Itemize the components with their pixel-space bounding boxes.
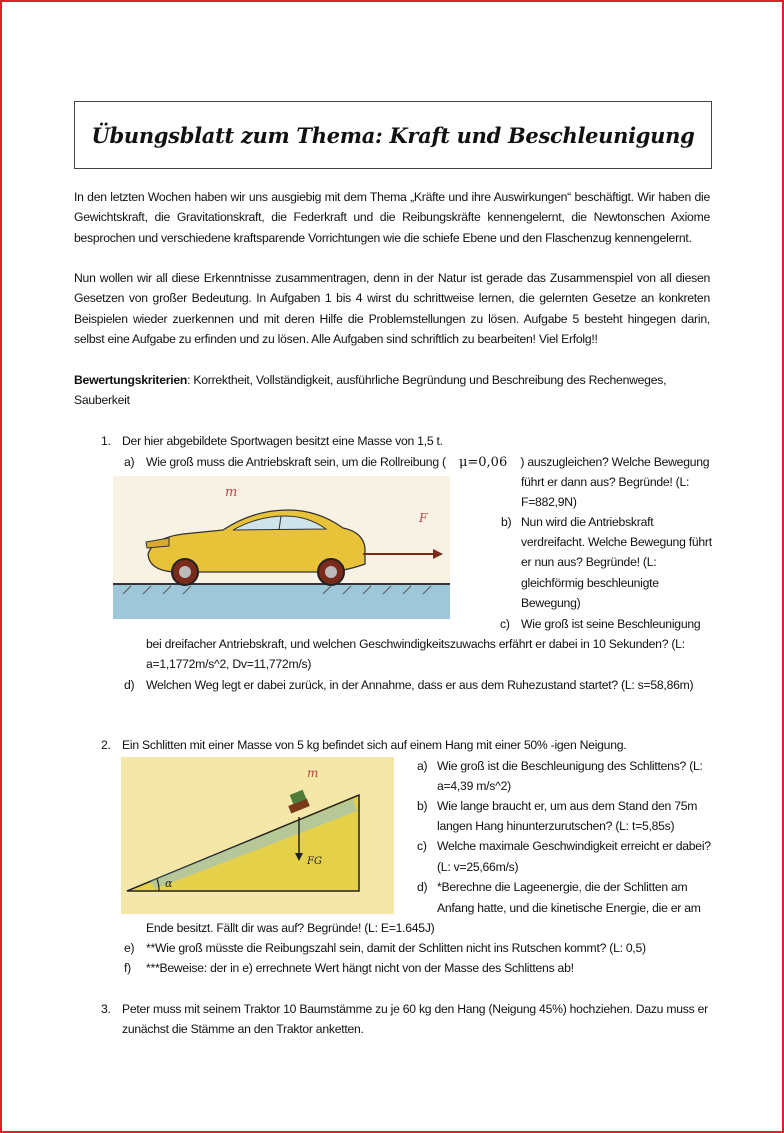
task2-d-label: d): [417, 880, 428, 894]
sled-slope-illustration: [121, 757, 394, 914]
task2-a-label: a): [417, 759, 428, 773]
task1-c-label: c): [500, 617, 510, 631]
car-mass-label: m: [225, 485, 238, 500]
task2-f-text: ***Beweise: der in e) errechnete Wert hängt nicht von der Masse des Schlittens ab!: [146, 961, 574, 975]
task2-c-label: c): [417, 839, 427, 853]
task1-a-label: a): [124, 455, 135, 469]
task2-text: Ein Schlitten mit einer Masse von 5 kg befindet sich auf einem Hang mit einer 50% -igen Neigung.: [122, 738, 627, 752]
task3-line-1: Peter muss mit seinem Traktor 10 Baumstämme zu je 60 kg den Hang (Neigung 45%) hochziehen. Dazu muss er: [122, 1002, 708, 1016]
task1-a-line: [146, 452, 709, 473]
task1-a-pre: Wie groß muss die Antriebskraft sein, um die Rollreibung (: [146, 455, 446, 469]
car-force-label: F: [419, 511, 428, 525]
task1-c-cont-1: bei dreifacher Antriebskraft, und welchen Geschwindigkeitszuwachs erfährt er dabei in 10 Sekunden? (L:: [146, 637, 685, 651]
task1-b-line-5: Bewegung): [521, 596, 581, 610]
task1-b-label: b): [501, 515, 512, 529]
task2-number: 2.: [101, 738, 111, 752]
task2-b-line-2: langen Hang hinunterzurutschen? (L: t=5,85s): [437, 819, 675, 833]
task2-e-text: **Wie groß müsste die Reibungszahl sein, damit der Schlitten nicht ins Rutschen kommt? (L: 0,5): [146, 941, 646, 955]
sportscar-illustration: [113, 476, 450, 619]
task2-b-line-1: Wie lange braucht er, um aus dem Stand den 75m: [437, 799, 698, 813]
task1-b-line-4: gleichförmig beschleunigte: [521, 576, 659, 590]
task3-line-2: zunächst die Stämme an den Traktor anketten.: [122, 1022, 364, 1036]
task1-c-cont-2: a=1,1772m/s^2, Dv=11,772m/s): [146, 657, 312, 671]
task2-c-line-1: Welche maximale Geschwindigkeit erreicht er dabei?: [437, 839, 711, 853]
criteria-text: : Korrektheit, Vollständigkeit, ausführliche Begründung und Beschreibung des Rechenweges, Sauberkeit: [74, 373, 667, 408]
intro-paragraph-2: Nun wollen wir all diese Erkenntnisse zusammentragen, denn in der Natur ist gerade das Zusammenspiel von all diesen Gesetzen von großer Bedeutung. In Aufgaben 1 bis 4 wirst du schrittweise lernen, die gelernten Gesetze an konkreten Beispielen wieder zuerkennen und mit deren Hilfe die Problemstellungen zu lösen. Aufgabe 5 besteht hingegen darin, selbst eine Aufgabe zu erfinden und zu lösen. Alle Aufgaben sind schriftlich zu bearbeiten! Viel Erfolg!!: [74, 271, 710, 346]
task2-b-label: b): [417, 799, 428, 813]
task1-text: Der hier abgebildete Sportwagen besitzt eine Masse von 1,5 t.: [122, 434, 443, 448]
task1-a-cont-1: führt er dann aus? Begründe! (L:: [521, 475, 690, 489]
title-box: [74, 101, 712, 169]
task1-d-text: Welchen Weg legt er dabei zurück, in der Annahme, dass er aus dem Ruhezustand startet? (L: s=58,86m): [146, 678, 694, 692]
task1-number: 1.: [101, 434, 111, 448]
task2-d-cont: Ende besitzt. Fällt dir was auf? Begründe! (L: E=1.645J): [146, 921, 435, 935]
task3-number: 3.: [101, 1002, 111, 1016]
task1-d-label: d): [124, 678, 135, 692]
task1-a-cont-2: F=882,9N): [521, 495, 577, 509]
criteria-paragraph: [74, 370, 710, 411]
friction-formula: μ=0,06: [458, 455, 508, 470]
page-title: Übungsblatt zum Thema: Kraft und Beschleunigung: [91, 122, 695, 148]
task1-b-line-1: Nun wird die Antriebskraft: [521, 515, 654, 529]
task2-a-line-2: a=4,39 m/s^2): [437, 779, 511, 793]
weight-force-label: FG: [307, 856, 322, 867]
task1-c-line: Wie groß ist seine Beschleunigung: [521, 617, 701, 631]
task1-b-line-3: er nun aus? Begründe! (L:: [521, 555, 657, 569]
sled-mass-label: m: [307, 766, 319, 780]
task2-d-line-2: Anfang hatte, und die kinetische Energie, die er am: [437, 901, 701, 915]
task2-d-line-1: *Berechne die Lageenergie, die der Schlitten am: [437, 880, 688, 894]
task1-b-line-2: verdreifacht. Welche Bewegung führt: [521, 535, 712, 549]
task2-c-line-2: (L: v=25,66m/s): [437, 860, 519, 874]
intro-paragraph-1: In den letzten Wochen haben wir uns ausgiebig mit dem Thema „Kräfte und ihre Auswirkungen“ beschäftigt. Wir haben die Gewichtskraft, die Gravitationskraft, die Federkraft und die Reibungskräfte kennengelernt, die Newtonschen Axiome besprochen und verschiedene kraftsparende Vorrichtungen wie die schiefe Ebene und den Flaschenzug kennengelernt.: [74, 190, 710, 245]
task2-a-line-1: Wie groß ist die Beschleunigung des Schlittens? (L:: [437, 759, 703, 773]
criteria-label: Bewertungskriterien: [74, 373, 188, 387]
task2-f-label: f): [124, 961, 131, 975]
slope-angle-label: α: [165, 877, 173, 890]
task1-a-post: ) auszugleichen? Welche Bewegung: [520, 455, 710, 469]
task2-e-label: e): [124, 941, 135, 955]
